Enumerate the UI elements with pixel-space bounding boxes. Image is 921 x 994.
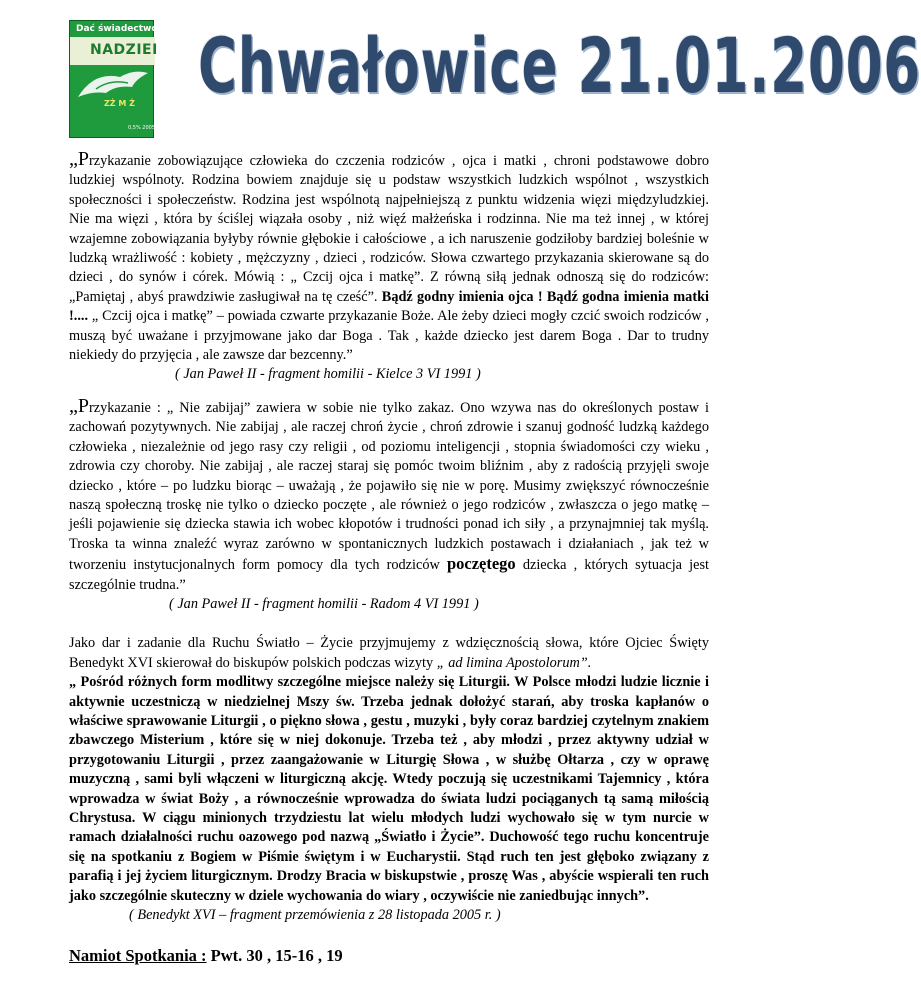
quote-1-text-b: „ Czcij ojca i matkę” – powiada czwarte przykazanie Boże. Ale żeby dzieci mogły czcić swoich rodziców , muszą być uważane i przyjmowane jako dar Boga . Tak , każde dziecko jest darem Boga . Dar to trudny niekiedy do przyjęcia , ale zawsze dar bezcenny.”: [69, 308, 709, 364]
logo-main-text: NADZIEI: [90, 42, 158, 58]
spacer: [69, 925, 709, 946]
logo: [69, 20, 158, 138]
footer-label: Namiot Spotkania :: [69, 946, 207, 966]
logo-small-text: 0,5% 2005: [128, 125, 156, 131]
footer-line: [69, 946, 709, 965]
quote-1-text-a: rzykazanie zobowiązujące człowieka do czczenia rodziców , ojca i matki , chroni podstawowe dobro ludzkiej wspólnoty. Rodzina bowiem znajduje się u podstaw wszystkich ludzkich wspólnot , wszystkich społeczności i społeczeństw. Rodzina jest wspólnotą najpełniejszą z punktu widzenia więzi międzyludzkiej. Nie ma więzi , która by ściślej wiązała osoby , niż więź małżeńska i rodzinna. Nie ma też innej , w której wzajemne zobowiązania byłyby równie głębokie i całościowe , a ich naruszenie godziłoby bardziej boleśnie w ludzką wrażliwość : kobiety , mężczyzny , dzieci , rodziców. Słowa czwartego przykazania skierowane są do dzieci , do synów i córek. Mówią : „ Czcij ojca i matkę”. Z równą siłą jednak odnoszą się do rodziców: „Pamiętaj , abyś prawdziwie zasługiwał na tę cześć”.: [69, 153, 709, 305]
quote-3-intro-italic: „ ad limina Apostolorum”.: [436, 654, 592, 671]
page-title: Chwałowice 21.01.2006: [198, 21, 921, 110]
footer-reference: Pwt. 30 , 15-16 , 19: [206, 946, 343, 966]
quote-3-bold: „ Pośród różnych form modlitwy szczególne miejsce należy się Liturgii. W Polsce młodzi ludzie licznie i aktywnie uczestniczą w niedzielnej Mszy św. Trzeba jednak dołożyć starań, aby troska kapłanów o właściwe sprawowanie Liturgii , o piękno słowa , gestu , muzyki , były coraz bardziej czytelnym znakiem zbawczego Misterium , które się w niej dokonuje. Trzeba też , aby młodzi , przez aktywny udział w przygotowaniu Liturgii , przez zaangażowanie w Liturgię Słowa , w służbę Ołtarza , czy w oprawę muzyczną , sami byli włączeni w liturgiczną akcję. Wtedy poczują się uczestnikami Tajemnicy , która wprowadza w świat Boży , a równocześnie wprowadza do świata ludzi pociąganych tą samą miłością Chrystusa. W ciągu minionych trzydziestu lat wielu młodych ludzi wychowało się w tym nurcie w ramach działalności ruchu oazowego pod nazwą „Światło i Życie”. Duchowość tego ruchu koncentruje się na spotkaniu z Bogiem w Piśmie świętym i w Eucharystii. Stąd ruch ten jest głęboko związany z parafią i jej życiem liturgicznym. Drodzy Bracia w biskupstwie , proszę Was , abyście wspierali ten ruch jako szczególnie skuteczny w dziele wychowania do wiary , oczywiście nie zaniedbując innych”.: [69, 674, 709, 904]
quote-3-intro-text: Jako dar i zadanie dla Ruchu Światło – Życie przyjmujemy z wdzięcznością słowa, które Ojciec Święty Benedykt XVI skierował do biskupów polskich podczas wizyty: [69, 635, 709, 671]
quote-3: [69, 673, 709, 906]
spacer: [69, 614, 709, 634]
quote-2-citation: ( Jan Paweł II - fragment homilii - Radom 4 VI 1991 ): [169, 595, 479, 612]
quote-2-text-a: rzykazanie : „ Nie zabijaj” zawiera w sobie nie tylko zakaz. Ono wzywa nas do określonych postaw i zachowań pozytywnych. Nie zabijaj , ale raczej chroń życie , chroń zdrowie i szanuj godność ludzką każdego człowieka , niezależnie od jego rasy czy religii , od poziomu inteligencji , stopnia świadomości czy wieku , zdrowia czy choroby. Nie zabijaj , ale raczej staraj się pomóc twoim bliźnim , aby z radością przyjęli swoje dziecko , które – po ludzku biorąc – uważają , że pojawiło się nie w porę. Musimy zwiększyć równocześnie naszą społeczną troskę nie tylko o dziecko poczęte , ale również o jego rodziców , zwłaszcza o jego matkę – jeśli pojawienie się dziecka stawia ich wobec kłopotów i trudności ponad ich siły , a przynajmniej tak myślą. Troska ta winna znaleźć wyraz zarówno w spontanicznych ludzkich postawach i działaniach , jak też w tworzeniu instytucjonalnych form pomocy dla tych rodziców: [69, 399, 709, 574]
quote-2-emphasis: poczętego: [446, 554, 516, 574]
quote-1: [69, 148, 709, 365]
dove-icon: [76, 67, 150, 101]
quote-3-intro: [69, 634, 709, 673]
quote-2: [69, 394, 710, 595]
document-body: [69, 148, 710, 966]
quote-3-citation: ( Benedykt XVI – fragment przemówienia z 28 listopada 2005 r. ): [129, 907, 501, 924]
drop-cap: „P: [69, 148, 89, 170]
spacer: [69, 385, 709, 399]
quote-1-citation: ( Jan Paweł II - fragment homilii - Kielce 3 VI 1991 ): [175, 366, 481, 383]
quote-1-bold: Bądź godny imienia ojca ! Bądź godna imienia matki !....: [69, 288, 709, 325]
quote-2-text-b: dziecka , których sytuacja jest szczególnie trudna.”: [69, 557, 710, 593]
drop-cap: „P: [69, 394, 89, 417]
logo-emblem-text: ZŻ M Ż: [104, 99, 135, 108]
logo-top-text: Dać świadectwo: [76, 24, 158, 34]
